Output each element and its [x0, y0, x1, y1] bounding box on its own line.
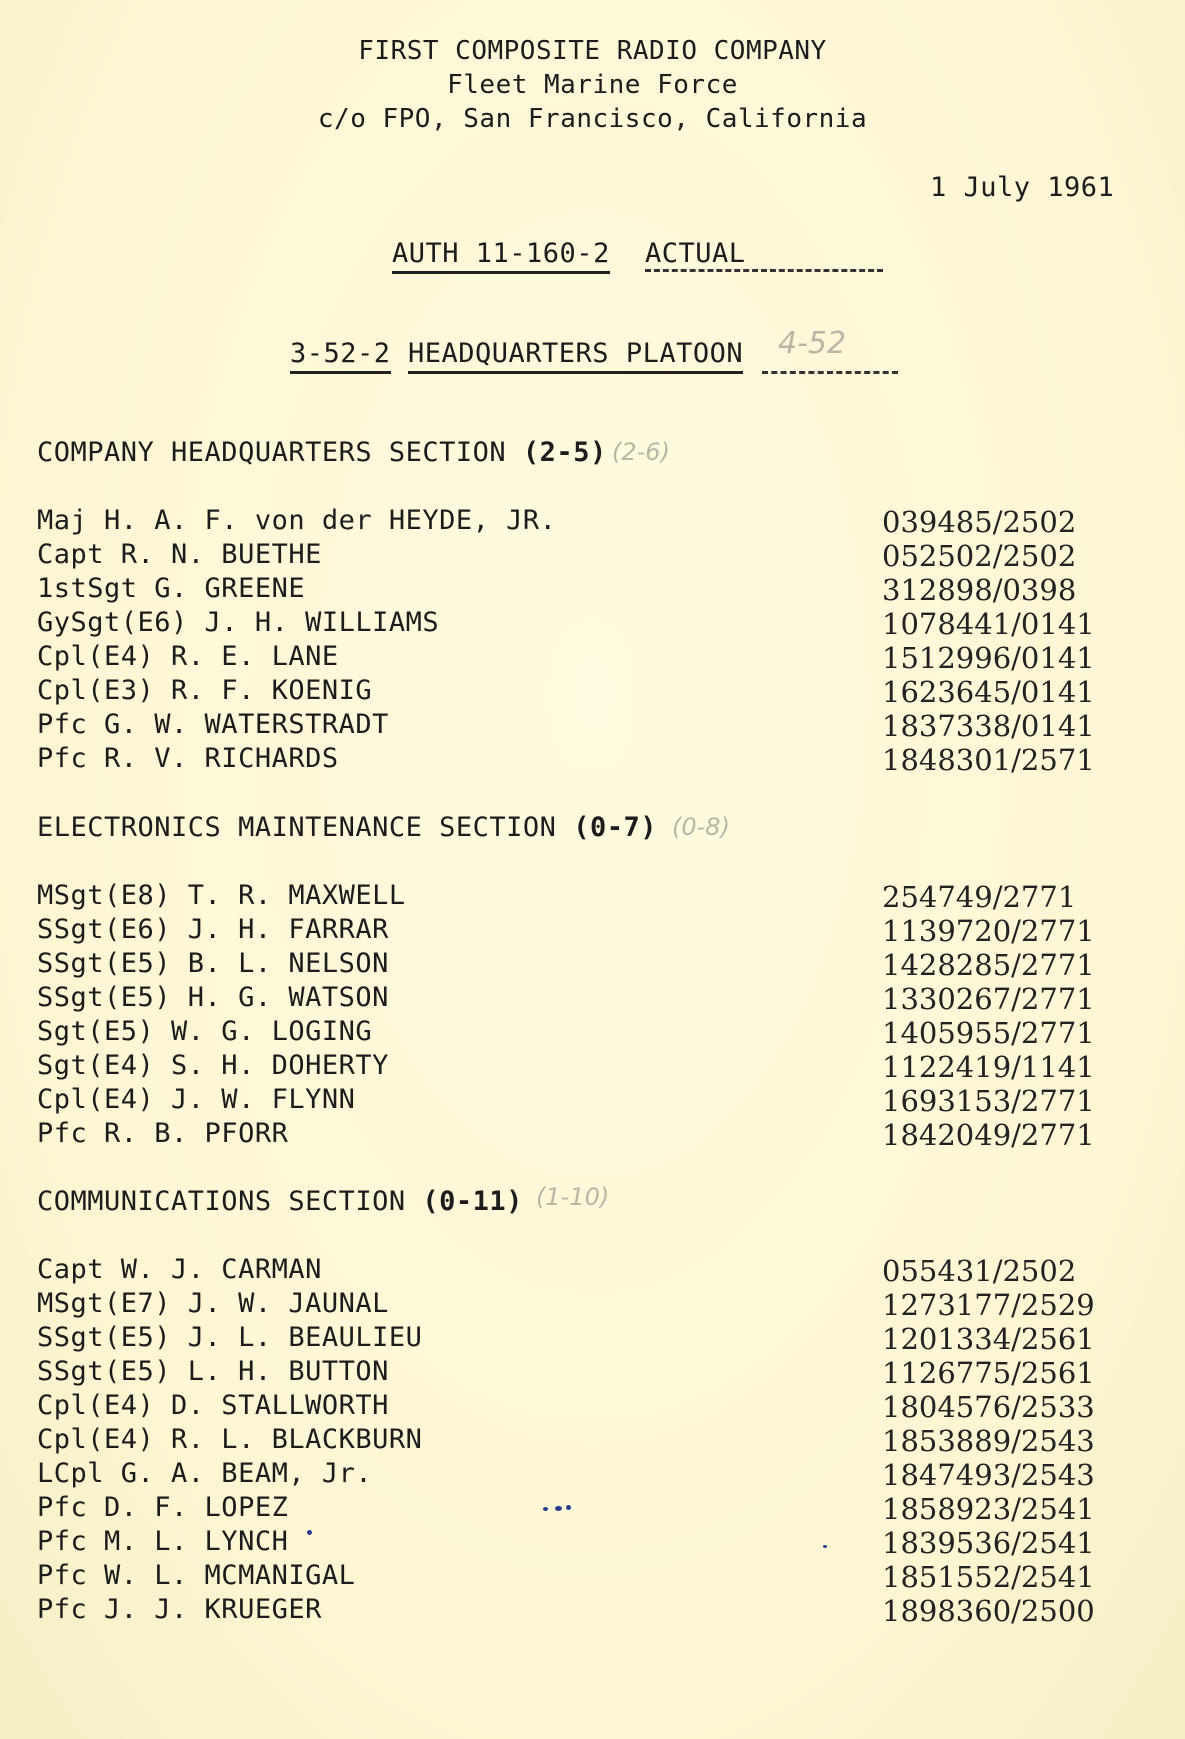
- ink-speck: [307, 1530, 312, 1535]
- service-number: 1623645/0141: [882, 675, 1095, 709]
- roster-name: Cpl(E4) R. L. BLACKBURN: [37, 1424, 423, 1455]
- service-number: 1330267/2771: [882, 982, 1095, 1016]
- roster-name: Pfc G. W. WATERSTRADT: [37, 709, 389, 740]
- section-pencil-note: (1-10): [536, 1183, 610, 1211]
- service-number: 1139720/2771: [882, 914, 1095, 948]
- roster-name: MSgt(E8) T. R. MAXWELL: [37, 880, 406, 911]
- section-count: (2-5): [522, 437, 607, 468]
- document-date: 1 July 1961: [930, 172, 1115, 203]
- auth-label: [392, 238, 610, 269]
- platoon-title-block: [408, 338, 743, 369]
- service-number: 039485/2502: [882, 505, 1077, 539]
- org-unit: Fleet Marine Force: [447, 70, 738, 100]
- auth-actual-underline: [645, 269, 883, 272]
- roster-name: Pfc R. B. PFORR: [37, 1118, 289, 1149]
- roster-name: SSgt(E6) J. H. FARRAR: [37, 914, 389, 945]
- roster-name: Sgt(E5) W. G. LOGING: [37, 1016, 373, 1047]
- service-number: 055431/2502: [882, 1254, 1077, 1288]
- platoon-code: 3-52-2: [290, 338, 391, 374]
- section-title-text: ELECTRONICS MAINTENANCE SECTION: [37, 812, 557, 843]
- roster-name: Sgt(E4) S. H. DOHERTY: [37, 1050, 389, 1081]
- service-number: 1201334/2561: [882, 1322, 1095, 1356]
- auth-actual-block: [645, 238, 746, 269]
- service-number: 1122419/1141: [882, 1050, 1095, 1084]
- service-number: 254749/2771: [882, 880, 1077, 914]
- service-number: 1078441/0141: [882, 607, 1095, 641]
- section-pencil-note: (0-8): [672, 813, 730, 841]
- roster-name: Cpl(E3) R. F. KOENIG: [37, 675, 373, 706]
- service-number: 1428285/2771: [882, 948, 1095, 982]
- platoon-pencil-note: 4-52: [778, 326, 847, 361]
- roster-name: SSgt(E5) J. L. BEAULIEU: [37, 1322, 423, 1353]
- roster-name: Pfc J. J. KRUEGER: [37, 1594, 322, 1625]
- service-number: 1842049/2771: [882, 1118, 1095, 1152]
- service-number: 1898360/2500: [882, 1594, 1095, 1628]
- platoon-code-block: [290, 338, 391, 369]
- section-title-text: COMMUNICATIONS SECTION: [37, 1186, 406, 1217]
- service-number: 1405955/2771: [882, 1016, 1095, 1050]
- roster-name: Cpl(E4) J. W. FLYNN: [37, 1084, 356, 1115]
- roster-name: MSgt(E7) J. W. JAUNAL: [37, 1288, 389, 1319]
- roster-name: Pfc D. F. LOPEZ: [37, 1492, 289, 1523]
- service-number: 1512996/0141: [882, 641, 1095, 675]
- auth-actual: ACTUAL: [645, 238, 746, 269]
- ink-speck: [543, 1507, 548, 1511]
- service-number: 1858923/2541: [882, 1492, 1095, 1526]
- service-number: 1126775/2561: [882, 1356, 1095, 1390]
- roster-name: Pfc W. L. MCMANIGAL: [37, 1560, 356, 1591]
- section-title-electronics: [37, 812, 657, 843]
- roster-name: Pfc M. L. LYNCH: [37, 1526, 289, 1557]
- section-count: (0-7): [573, 812, 657, 843]
- section-count: (0-11): [422, 1186, 523, 1217]
- service-number: 1804576/2533: [882, 1390, 1095, 1424]
- service-number: 1839536/2541: [882, 1526, 1095, 1560]
- platoon-note-underline: [762, 371, 898, 374]
- section-title-company-hq: [37, 437, 607, 468]
- roster-name: Maj H. A. F. von der HEYDE, JR.: [37, 505, 557, 536]
- roster-name: Pfc R. V. RICHARDS: [37, 743, 339, 774]
- ink-speck: [566, 1505, 571, 1510]
- auth-code: AUTH 11-160-2: [392, 238, 610, 274]
- service-number: 1848301/2571: [882, 743, 1095, 777]
- roster-name: SSgt(E5) B. L. NELSON: [37, 948, 389, 979]
- roster-name: Cpl(E4) R. E. LANE: [37, 641, 339, 672]
- platoon-title: HEADQUARTERS PLATOON: [408, 338, 743, 374]
- roster-name: Cpl(E4) D. STALLWORTH: [37, 1390, 389, 1421]
- service-number: 1847493/2543: [882, 1458, 1095, 1492]
- service-number: 1693153/2771: [882, 1084, 1095, 1118]
- section-title-communications: [37, 1186, 523, 1217]
- service-number: 1273177/2529: [882, 1288, 1095, 1322]
- service-number: 1853889/2543: [882, 1424, 1095, 1458]
- section-title-text: COMPANY HEADQUARTERS SECTION: [37, 437, 507, 468]
- service-number: 1851552/2541: [882, 1560, 1095, 1594]
- roster-name: LCpl G. A. BEAM, Jr.: [37, 1458, 373, 1489]
- org-address: c/o FPO, San Francisco, California: [317, 104, 868, 134]
- roster-name: GySgt(E6) J. H. WILLIAMS: [37, 607, 440, 638]
- ink-speck: [823, 1545, 827, 1548]
- roster-name: Capt R. N. BUETHE: [37, 539, 322, 570]
- ink-speck: [555, 1506, 562, 1511]
- roster-name: SSgt(E5) H. G. WATSON: [37, 982, 389, 1013]
- roster-name: SSgt(E5) L. H. BUTTON: [37, 1356, 389, 1387]
- service-number: 052502/2502: [882, 539, 1077, 573]
- service-number: 312898/0398: [882, 573, 1077, 607]
- section-pencil-note: (2-6): [612, 438, 670, 466]
- roster-name: 1stSgt G. GREENE: [37, 573, 306, 604]
- roster-name: Capt W. J. CARMAN: [37, 1254, 322, 1285]
- service-number: 1837338/0141: [882, 709, 1095, 743]
- org-name: FIRST COMPOSITE RADIO COMPANY: [358, 36, 827, 66]
